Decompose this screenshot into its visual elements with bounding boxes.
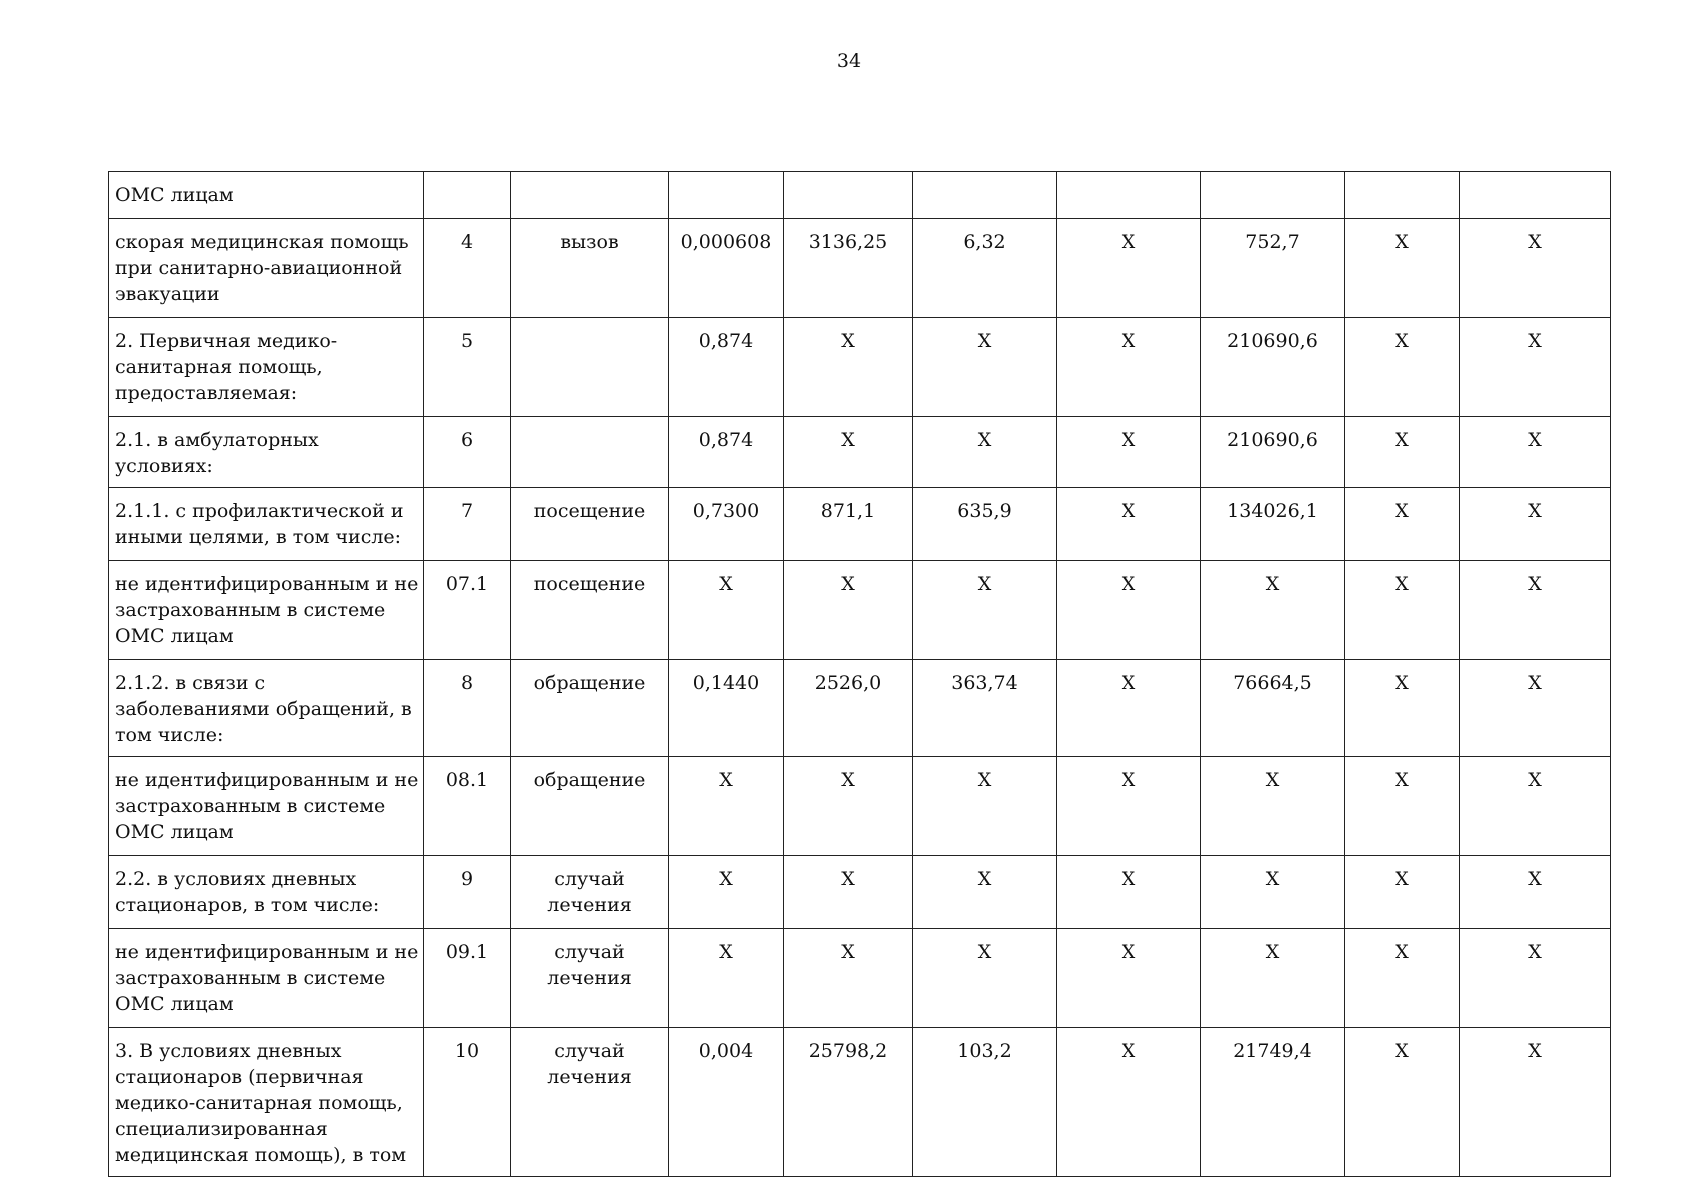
value-cell: Х bbox=[913, 856, 1057, 929]
value-cell: 0,1440 bbox=[669, 660, 784, 757]
value-cell: Х bbox=[1460, 660, 1611, 757]
value-cell bbox=[1460, 172, 1611, 219]
row-name: ОМС лицам bbox=[109, 172, 424, 219]
row-number: 5 bbox=[424, 318, 511, 417]
value-cell: Х bbox=[913, 561, 1057, 660]
unit-cell bbox=[511, 318, 669, 417]
value-cell: Х bbox=[1057, 660, 1201, 757]
table-row bbox=[109, 757, 1611, 856]
value-cell: 103,2 bbox=[913, 1028, 1057, 1177]
value-cell: Х bbox=[1057, 417, 1201, 488]
value-cell bbox=[913, 172, 1057, 219]
row-number: 09.1 bbox=[424, 929, 511, 1028]
value-cell: 871,1 bbox=[784, 488, 913, 561]
value-cell: 0,874 bbox=[669, 318, 784, 417]
value-cell: Х bbox=[1460, 561, 1611, 660]
value-cell: Х bbox=[1345, 488, 1460, 561]
row-number: 07.1 bbox=[424, 561, 511, 660]
table-row bbox=[109, 417, 1611, 488]
unit-cell: обращение bbox=[511, 660, 669, 757]
value-cell: Х bbox=[1057, 1028, 1201, 1177]
unit-cell: посещение bbox=[511, 561, 669, 660]
value-cell: Х bbox=[669, 561, 784, 660]
value-cell: Х bbox=[1345, 929, 1460, 1028]
table-row bbox=[109, 172, 1611, 219]
value-cell: Х bbox=[913, 929, 1057, 1028]
value-cell: Х bbox=[1057, 561, 1201, 660]
table-row bbox=[109, 219, 1611, 318]
unit-cell: случай лечения bbox=[511, 929, 669, 1028]
value-cell: 25798,2 bbox=[784, 1028, 913, 1177]
value-cell bbox=[1201, 172, 1345, 219]
value-cell: Х bbox=[784, 757, 913, 856]
row-name: скорая медицинская помощь при санитарно-авиационной эвакуации bbox=[109, 219, 424, 318]
value-cell: Х bbox=[784, 561, 913, 660]
table-row bbox=[109, 488, 1611, 561]
value-cell: 752,7 bbox=[1201, 219, 1345, 318]
row-number: 6 bbox=[424, 417, 511, 488]
value-cell: Х bbox=[1057, 219, 1201, 318]
row-number: 9 bbox=[424, 856, 511, 929]
row-name: 2. Первичная медико-санитарная помощь, предоставляемая: bbox=[109, 318, 424, 417]
table-row bbox=[109, 929, 1611, 1028]
table-row bbox=[109, 318, 1611, 417]
page-number: 34 bbox=[836, 50, 862, 72]
value-cell: Х bbox=[1057, 318, 1201, 417]
value-cell bbox=[1057, 172, 1201, 219]
row-name: не идентифицированным и не застрахованным в системе ОМС лицам bbox=[109, 929, 424, 1028]
value-cell: Х bbox=[913, 757, 1057, 856]
unit-cell: вызов bbox=[511, 219, 669, 318]
row-name: не идентифицированным и не застрахованным в системе ОМС лицам bbox=[109, 757, 424, 856]
row-number bbox=[424, 172, 511, 219]
value-cell: Х bbox=[1345, 856, 1460, 929]
row-number: 8 bbox=[424, 660, 511, 757]
value-cell: Х bbox=[1345, 660, 1460, 757]
value-cell: Х bbox=[669, 929, 784, 1028]
value-cell bbox=[1345, 172, 1460, 219]
value-cell: 2526,0 bbox=[784, 660, 913, 757]
value-cell: 210690,6 bbox=[1201, 318, 1345, 417]
value-cell: 6,32 bbox=[913, 219, 1057, 318]
value-cell: Х bbox=[784, 417, 913, 488]
value-cell: Х bbox=[1057, 757, 1201, 856]
value-cell: Х bbox=[1345, 417, 1460, 488]
value-cell: Х bbox=[913, 417, 1057, 488]
value-cell: Х bbox=[1345, 1028, 1460, 1177]
row-number: 10 bbox=[424, 1028, 511, 1177]
row-name: 2.2. в условиях дневных стационаров, в том числе: bbox=[109, 856, 424, 929]
value-cell: 3136,25 bbox=[784, 219, 913, 318]
row-number: 4 bbox=[424, 219, 511, 318]
value-cell bbox=[669, 172, 784, 219]
row-name: 2.1.1. с профилактической и иными целями, в том числе: bbox=[109, 488, 424, 561]
value-cell bbox=[784, 172, 913, 219]
value-cell: Х bbox=[669, 757, 784, 856]
value-cell: Х bbox=[784, 929, 913, 1028]
value-cell: 134026,1 bbox=[1201, 488, 1345, 561]
value-cell: 0,7300 bbox=[669, 488, 784, 561]
value-cell: Х bbox=[1460, 219, 1611, 318]
value-cell: 0,004 bbox=[669, 1028, 784, 1177]
value-cell: Х bbox=[1057, 856, 1201, 929]
value-cell: 635,9 bbox=[913, 488, 1057, 561]
data-table bbox=[108, 171, 1611, 1177]
table-row bbox=[109, 660, 1611, 757]
row-name: 2.1.2. в связи с заболеваниями обращений, в том числе: bbox=[109, 660, 424, 757]
value-cell: 0,000608 bbox=[669, 219, 784, 318]
value-cell: Х bbox=[1345, 219, 1460, 318]
value-cell: 0,874 bbox=[669, 417, 784, 488]
value-cell: Х bbox=[1345, 318, 1460, 417]
value-cell: Х bbox=[1345, 757, 1460, 856]
value-cell: Х bbox=[913, 318, 1057, 417]
value-cell: Х bbox=[1201, 561, 1345, 660]
value-cell: Х bbox=[1460, 856, 1611, 929]
value-cell: Х bbox=[1201, 856, 1345, 929]
value-cell: Х bbox=[669, 856, 784, 929]
value-cell: 21749,4 bbox=[1201, 1028, 1345, 1177]
row-name: 3. В условиях дневных стационаров (первичная медико-санитарная помощь, специализированная медицинская помощь), в том bbox=[109, 1028, 424, 1177]
value-cell: Х bbox=[1460, 757, 1611, 856]
table-row bbox=[109, 856, 1611, 929]
unit-cell: случай лечения bbox=[511, 1028, 669, 1177]
value-cell: Х bbox=[1057, 929, 1201, 1028]
unit-cell: посещение bbox=[511, 488, 669, 561]
table-row bbox=[109, 1028, 1611, 1177]
row-name: не идентифицированным и не застрахованным в системе ОМС лицам bbox=[109, 561, 424, 660]
row-number: 7 bbox=[424, 488, 511, 561]
value-cell: Х bbox=[1345, 561, 1460, 660]
row-number: 08.1 bbox=[424, 757, 511, 856]
value-cell: Х bbox=[1460, 488, 1611, 561]
value-cell: 363,74 bbox=[913, 660, 1057, 757]
value-cell: Х bbox=[1201, 757, 1345, 856]
value-cell: 76664,5 bbox=[1201, 660, 1345, 757]
value-cell: Х bbox=[1057, 488, 1201, 561]
row-name: 2.1. в амбулаторных условиях: bbox=[109, 417, 424, 488]
value-cell: Х bbox=[1460, 929, 1611, 1028]
value-cell: Х bbox=[1460, 318, 1611, 417]
value-cell: Х bbox=[1460, 417, 1611, 488]
value-cell: Х bbox=[784, 318, 913, 417]
unit-cell: случай лечения bbox=[511, 856, 669, 929]
unit-cell: обращение bbox=[511, 757, 669, 856]
value-cell: Х bbox=[1201, 929, 1345, 1028]
value-cell: 210690,6 bbox=[1201, 417, 1345, 488]
unit-cell bbox=[511, 172, 669, 219]
unit-cell bbox=[511, 417, 669, 488]
value-cell: Х bbox=[1460, 1028, 1611, 1177]
value-cell: Х bbox=[784, 856, 913, 929]
table-row bbox=[109, 561, 1611, 660]
